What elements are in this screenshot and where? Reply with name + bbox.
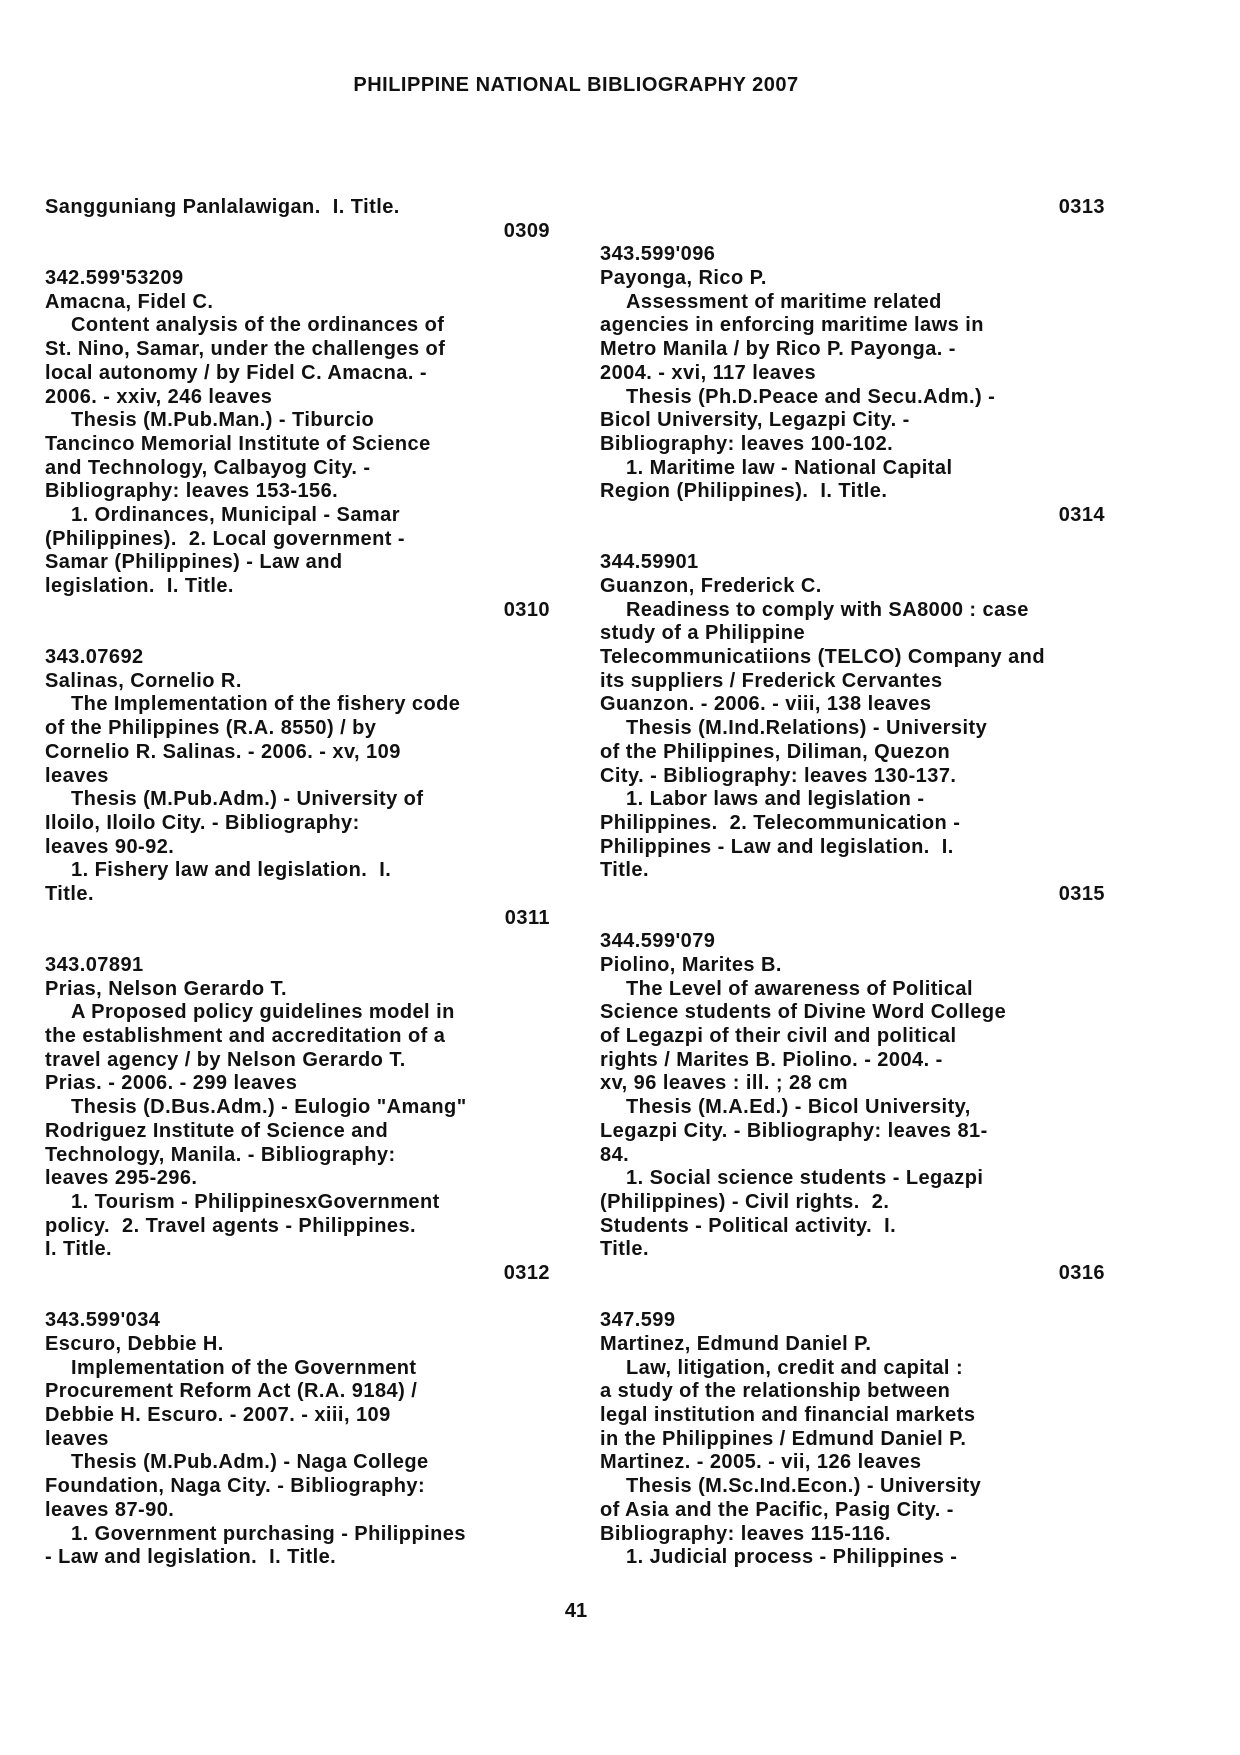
indented-line: Thesis (M.Pub.Man.) - Tiburcio <box>71 409 375 432</box>
indented-line: Thesis (M.Ind.Relations) - University <box>626 717 988 740</box>
indented-line: Assessment of maritime related <box>626 290 942 313</box>
entry-number: 0311 <box>504 906 550 929</box>
text-line: City. - Bibliography: leaves 130-137. <box>600 764 957 787</box>
text-line: Tancinco Memorial Institute of Science <box>45 432 431 455</box>
indented-line: 1. Tourism - PhilippinesxGovernment <box>71 1190 440 1213</box>
text-line: Science students of Divine Word College <box>600 1001 1007 1024</box>
text-line: Technology, Manila. - Bibliography: <box>45 1143 396 1166</box>
blank-line <box>600 907 1105 931</box>
text-line: study of a Philippine <box>600 622 806 645</box>
text-line: Foundation, Naga City. - Bibliography: <box>45 1475 426 1498</box>
text-line: 2006. - xxiv, 246 leaves <box>45 385 273 408</box>
text-line: 343.599'096 <box>600 243 716 266</box>
blank-line <box>45 1286 550 1310</box>
entry-number: 0309 <box>503 219 550 242</box>
text-line: local autonomy / by Fidel C. Amacna. - <box>45 361 427 384</box>
text-line: Bibliography: leaves 100-102. <box>600 432 894 455</box>
indented-line: Thesis (Ph.D.Peace and Secu.Adm.) - <box>626 385 996 408</box>
indented-line: The Level of awareness of Political <box>626 977 973 1000</box>
text-line: 2004. - xvi, 117 leaves <box>600 361 817 384</box>
indented-line: Content analysis of the ordinances of <box>71 314 445 337</box>
indented-line: Thesis (M.Sc.Ind.Econ.) - University <box>626 1475 982 1498</box>
text-line: rights / Marites B. Piolino. - 2004. - <box>600 1048 943 1071</box>
entry-number: 0316 <box>1058 1261 1105 1284</box>
text-line: 344.59901 <box>600 551 699 574</box>
text-line: Prias. - 2006. - 299 leaves <box>45 1072 298 1095</box>
text-line: 347.599 <box>600 1309 676 1332</box>
indented-line: Thesis (D.Bus.Adm.) - Eulogio "Amang" <box>71 1096 467 1119</box>
text-line: in the Philippines / Edmund Daniel P. <box>600 1427 967 1450</box>
text-line: Philippines - Law and legislation. I. <box>600 835 954 858</box>
text-line: of the Philippines, Diliman, Quezon <box>600 740 951 763</box>
text-line: 84. <box>600 1143 630 1166</box>
indented-line: 1. Labor laws and legislation - <box>626 788 925 811</box>
blank-line <box>45 243 550 267</box>
blank-line <box>45 930 550 954</box>
entry-number: 0310 <box>503 598 550 621</box>
text-line: of Asia and the Pacific, Pasig City. - <box>600 1498 954 1521</box>
entry-number: 0312 <box>503 1261 550 1284</box>
text-line: of Legazpi of their civil and political <box>600 1025 957 1048</box>
text-line: Metro Manila / by Rico P. Payonga. - <box>600 338 956 361</box>
text-line: Bibliography: leaves 115-116. <box>600 1522 891 1545</box>
text-line: Samar (Philippines) - Law and <box>45 551 343 574</box>
indented-line: Readiness to comply with SA8000 : case <box>626 598 1029 621</box>
indented-line: The Implementation of the fishery code <box>71 693 461 716</box>
text-line: Cornelio R. Salinas. - 2006. - xv, 109 <box>45 740 401 763</box>
text-line: Philippines. 2. Telecommunication - <box>600 811 961 834</box>
indented-line: A Proposed policy guidelines model in <box>71 1001 455 1024</box>
text-line: 344.599'079 <box>600 930 716 953</box>
text-line: Rodriguez Institute of Science and <box>45 1119 389 1142</box>
text-line: (Philippines). 2. Local government - <box>45 527 406 550</box>
text-line: Guanzon, Frederick C. <box>600 575 822 597</box>
text-line: legislation. I. Title. <box>45 575 234 597</box>
text-line: 343.599'034 <box>45 1309 161 1332</box>
text-line: - Law and legislation. I. Title. <box>45 1546 337 1569</box>
indented-line: Thesis (M.Pub.Adm.) - Naga College <box>71 1451 429 1474</box>
blank-line <box>45 622 550 646</box>
text-line: Sangguniang Panlalawigan. I. Title. <box>45 196 400 218</box>
blank-line <box>600 220 1105 244</box>
text-line: legal institution and financial markets <box>600 1404 976 1427</box>
text-line: leaves 90-92. <box>45 835 175 858</box>
text-line: leaves <box>45 1427 109 1450</box>
text-line: 342.599'53209 <box>45 267 184 290</box>
text-line: Salinas, Cornelio R. <box>45 669 242 692</box>
indented-line: 1. Government purchasing - Philippines <box>71 1522 466 1545</box>
text-line: Piolino, Marites B. <box>600 954 782 976</box>
indented-line: 1. Judicial process - Philippines - <box>626 1546 958 1569</box>
text-line: Payonga, Rico P. <box>600 267 767 290</box>
entry-number: 0314 <box>1058 503 1105 526</box>
indented-line: 1. Fishery law and legislation. I. <box>71 859 392 882</box>
text-line: xv, 96 leaves : ill. ; 28 cm <box>600 1072 848 1095</box>
text-line: 343.07891 <box>45 954 144 976</box>
text-line: I. Title. <box>45 1238 113 1261</box>
text-line: Title. <box>45 882 95 905</box>
text-line: Title. <box>600 1238 650 1261</box>
text-line: (Philippines) - Civil rights. 2. <box>600 1190 890 1213</box>
indented-line: 1. Social science students - Legazpi <box>626 1167 984 1190</box>
left-column <box>45 196 550 1570</box>
text-line: leaves 87-90. <box>45 1498 175 1521</box>
blank-line <box>600 528 1105 552</box>
text-line: Prias, Nelson Gerardo T. <box>45 977 287 1000</box>
text-line: Escuro, Debbie H. <box>45 1333 224 1355</box>
text-line: the establishment and accreditation of a <box>45 1025 446 1048</box>
text-line: Guanzon. - 2006. - viii, 138 leaves <box>600 693 932 716</box>
text-line: Region (Philippines). I. Title. <box>600 480 888 503</box>
text-line: and Technology, Calbayog City. - <box>45 456 371 479</box>
text-line: Amacna, Fidel C. <box>45 290 214 313</box>
text-line: leaves <box>45 764 109 787</box>
indented-line: Implementation of the Government <box>71 1356 417 1379</box>
indented-line: Thesis (M.A.Ed.) - Bicol University, <box>626 1096 971 1119</box>
text-line: Title. <box>600 859 650 882</box>
blank-line <box>600 1286 1105 1310</box>
text-line: Legazpi City. - Bibliography: leaves 81- <box>600 1119 988 1142</box>
text-line: Procurement Reform Act (R.A. 9184) / <box>45 1380 418 1403</box>
indented-line: Law, litigation, credit and capital : <box>626 1356 964 1379</box>
indented-line: 1. Ordinances, Municipal - Samar <box>71 503 400 526</box>
text-line: Debbie H. Escuro. - 2007. - xiii, 109 <box>45 1404 391 1427</box>
indented-line: 1. Maritime law - National Capital <box>626 456 953 479</box>
text-line: travel agency / by Nelson Gerardo T. <box>45 1048 406 1071</box>
text-line: Bibliography: leaves 153-156. <box>45 480 339 503</box>
text-line: Students - Political activity. I. <box>600 1214 897 1237</box>
text-line: policy. 2. Travel agents - Philippines. <box>45 1214 417 1237</box>
text-line: leaves 295-296. <box>45 1167 198 1190</box>
right-column <box>600 196 1105 1570</box>
text-line: Iloilo, Iloilo City. - Bibliography: <box>45 811 360 834</box>
entry-number: 0313 <box>1058 196 1105 218</box>
text-line: 343.07692 <box>45 646 144 669</box>
text-line: Bicol University, Legazpi City. - <box>600 409 910 432</box>
text-line: Martinez. - 2005. - vii, 126 leaves <box>600 1451 922 1474</box>
text-line: a study of the relationship between <box>600 1380 951 1403</box>
text-line: of the Philippines (R.A. 8550) / by <box>45 717 377 740</box>
text-line: its suppliers / Frederick Cervantes <box>600 669 943 692</box>
entry-number: 0315 <box>1058 882 1105 905</box>
indented-line: Thesis (M.Pub.Adm.) - University of <box>71 788 424 811</box>
text-line: St. Nino, Samar, under the challenges of <box>45 338 446 361</box>
text-line: Martinez, Edmund Daniel P. <box>600 1333 872 1355</box>
page-number: 41 <box>564 1600 588 1622</box>
text-line: Telecommunicatiions (TELCO) Company and <box>600 646 1046 669</box>
text-line: agencies in enforcing maritime laws in <box>600 314 984 337</box>
page-header: PHILIPPINE NATIONAL BIBLIOGRAPHY 2007 <box>353 74 799 96</box>
